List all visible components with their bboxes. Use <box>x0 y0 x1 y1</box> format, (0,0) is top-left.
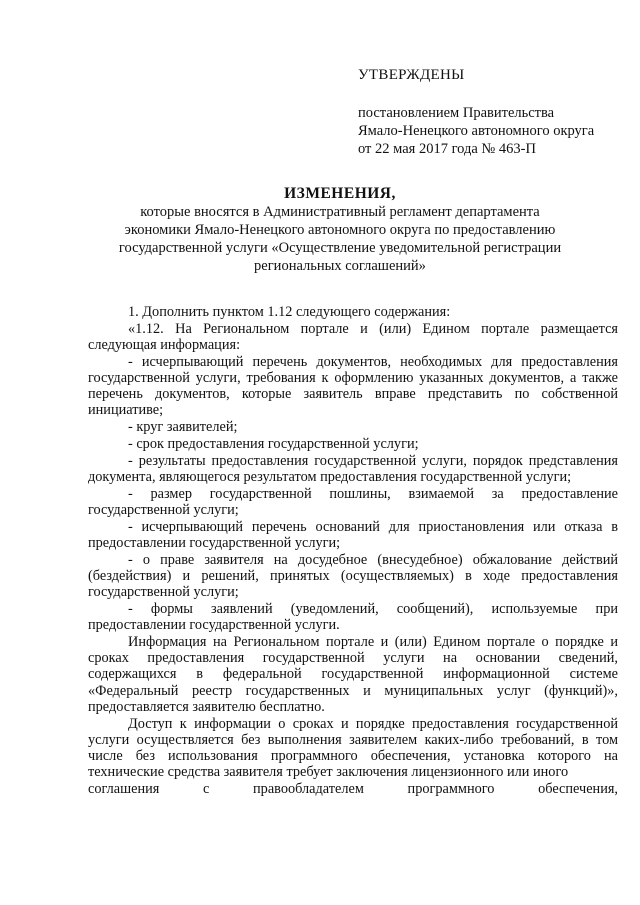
list-item: - размер государственной пошлины, взимаемой за предоставление государственной услуги; <box>88 485 618 518</box>
approval-line: постановлением Правительства <box>358 105 555 121</box>
list-item: - исчерпывающий перечень оснований для приостановления или отказа в предоставлении государственной услуги; <box>88 518 618 551</box>
heading-line: которые вносятся в Административный регламент департамента <box>140 204 540 220</box>
paragraph: 1. Дополнить пунктом 1.12 следующего содержания: <box>128 304 451 320</box>
approval-block <box>358 66 618 158</box>
list-item: - исчерпывающий перечень документов, необходимых для предоставления государственной услуги, требования к оформлению указанных документов, а также перечень документов, которые заявитель вправе представить по собственной инициативе; <box>88 353 618 419</box>
list-item: - формы заявлений (уведомлений, сообщений), используемые при предоставлении государственной услуги. <box>88 601 618 634</box>
paragraph: Доступ к информации о сроках и порядке предоставления государственной услуги осуществляется без выполнения заявителем каких-либо требований, в том числе без использования программного обеспечения, установка которого на технические средства заявителя требует заключения лицензионного или иного <box>88 715 618 781</box>
heading-line: экономики Ямало-Ненецкого автономного округа по предоставлению <box>124 222 556 238</box>
paragraph: «1.12. На Региональном портале и (или) Едином портале размещается следующая информация: <box>88 320 618 353</box>
list-item: - результаты предоставления государственной услуги, порядок представления документа, являющегося результатом предоставления государственной услуги; <box>88 452 618 485</box>
heading-title: ИЗМЕНЕНИЯ, <box>284 185 396 202</box>
approval-line: от 22 мая 2017 года № 463-П <box>358 141 536 157</box>
document-heading <box>80 185 600 275</box>
list-item: - о праве заявителя на досудебное (внесудебное) обжалование действий (бездействия) и решений, принятых (осуществляемых) в ходе предоставления государственной услуги; <box>88 551 618 601</box>
paragraph: Информация на Региональном портале и (или) Едином портале о порядке и сроках предоставления государственной услуги на основании сведений, содержащихся в федеральной государственной информационной системе «Федеральный реестр государственных и муниципальных услуг (функций)», предоставляется заявителю бесплатно. <box>88 634 618 715</box>
approval-title: УТВЕРЖДЕНЫ <box>358 67 465 83</box>
heading-line: региональных соглашений» <box>254 258 426 274</box>
document-body <box>88 304 618 798</box>
list-item: - круг заявителей; <box>128 419 238 436</box>
paragraph-continuation: соглашения с правообладателем программного обеспечения, <box>88 781 618 798</box>
heading-line: государственной услуги «Осуществление уведомительной регистрации <box>118 240 562 256</box>
list-item: - срок предоставления государственной услуги; <box>128 436 419 452</box>
approval-line: Ямало-Ненецкого автономного округа <box>358 123 595 139</box>
